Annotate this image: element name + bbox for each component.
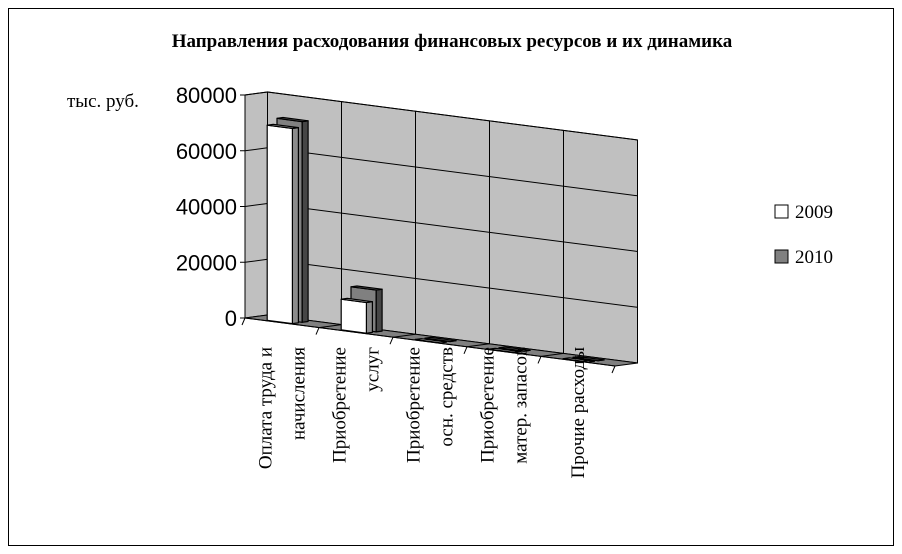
bar-front (267, 125, 292, 323)
bar-side (292, 128, 298, 324)
chart-title: Направления расходования финансовых ресурсов и их динамика (171, 31, 733, 52)
bar-2009-0 (267, 124, 298, 323)
legend-swatch (775, 205, 788, 218)
category-label-line: Приобретение (403, 347, 425, 463)
y-tick-label: 80000 (175, 83, 237, 108)
category-label-line: Оплата труда и (255, 347, 277, 470)
category-label-line: Приобретение (329, 347, 351, 463)
legend-swatch (775, 250, 788, 263)
bar-front (341, 299, 366, 333)
y-tick-label: 40000 (175, 194, 237, 220)
y-axis-label: тыс. руб. (67, 91, 139, 112)
bar-side (366, 302, 372, 334)
category-label (568, 347, 589, 479)
bar-2009-1 (341, 298, 372, 333)
legend-label: 2009 (795, 202, 833, 223)
bar-side (376, 289, 382, 332)
category-label-line: начисления (288, 347, 310, 440)
y-tick-label: 0 (224, 306, 237, 331)
category-label-line: осн. средств (436, 347, 458, 447)
y-tick-label: 20000 (175, 250, 237, 276)
category-label-line: матер. запасов (510, 347, 532, 464)
legend-label: 2010 (795, 247, 833, 268)
bar-side (302, 121, 308, 322)
category-label-line: Приобретение (477, 347, 499, 463)
category-label-line: Прочие расходы (568, 347, 589, 479)
y-tick-label: 60000 (175, 138, 237, 164)
category-label-line: услуг (362, 347, 384, 392)
